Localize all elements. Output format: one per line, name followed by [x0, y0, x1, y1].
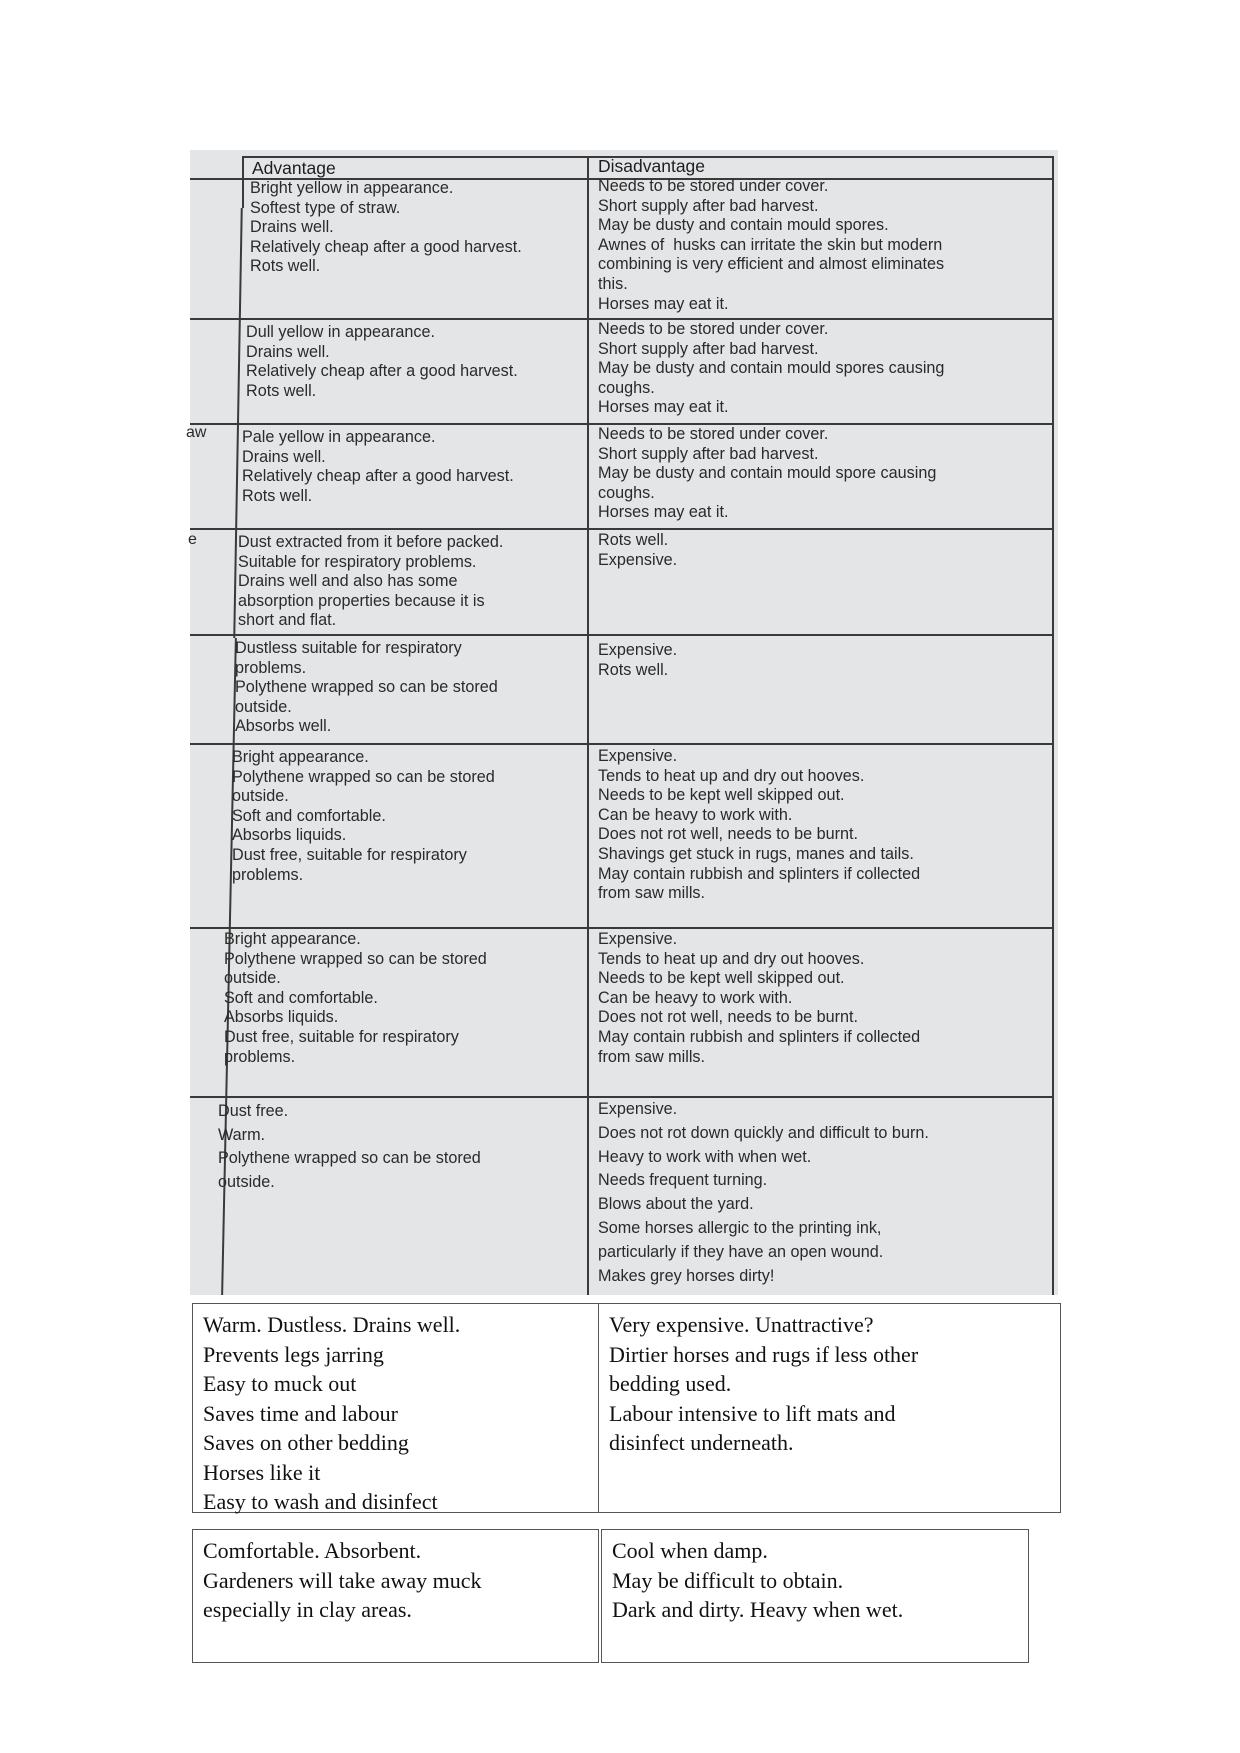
advantage-cell: Dustless suitable for respiratory problems. Polythene wrapped so can be stored outside. Absorbs well.	[235, 639, 498, 736]
advantage-cell: Bright yellow in appearance. Softest type of straw. Drains well. Relatively cheap after a good harvest. Rots well.	[250, 179, 522, 276]
typed-advantage-cell: Comfortable. Absorbent. Gardeners will take away muck especially in clay areas.	[192, 1529, 599, 1663]
advantage-cell: Pale yellow in appearance. Drains well. Relatively cheap after a good harvest. Rots well.	[242, 428, 514, 505]
disadvantage-cell: Needs to be stored under cover. Short supply after bad harvest. May be dusty and contain mould spore causing coughs. Horses may eat it.	[598, 425, 937, 522]
advantage-cell: Bright appearance. Polythene wrapped so can be stored outside. Soft and comfortable. Absorbs liquids. Dust free, suitable for respiratory problems.	[224, 930, 487, 1066]
advantage-cell: Dull yellow in appearance. Drains well. Relatively cheap after a good harvest. Rots well.	[246, 323, 518, 400]
table-gridline	[190, 528, 1052, 530]
advantage-cell: Dust extracted from it before packed. Suitable for respiratory problems. Drains well and also has some absorption properties because it is short and flat.	[238, 533, 504, 630]
typed-disadvantage-cell: Very expensive. Unattractive? Dirtier horses and rugs if less other bedding used. Labour intensive to lift mats and disinfect underneath.	[598, 1303, 1061, 1513]
row-stub-label: e	[188, 531, 197, 548]
table-gridline	[190, 743, 1052, 745]
row-stub-label: aw	[186, 424, 207, 441]
advantage-cell: Bright appearance. Polythene wrapped so can be stored outside. Soft and comfortable. Absorbs liquids. Dust free, suitable for respiratory problems.	[232, 748, 495, 884]
disadvantage-cell: Needs to be stored under cover. Short supply after bad harvest. May be dusty and contain mould spores causing coughs. Horses may eat it.	[598, 320, 945, 417]
advantage-header: Advantage	[252, 158, 336, 178]
typed-advantage-cell: Warm. Dustless. Drains well. Prevents legs jarring Easy to muck out Saves time and labour Saves on other bedding Horses like it Easy to wash and disinfect	[192, 1303, 599, 1513]
photographed-bedding-table	[186, 150, 1058, 1295]
table-gridline	[190, 927, 1052, 929]
disadvantage-cell: Expensive. Does not rot down quickly and difficult to burn. Heavy to work with when wet. Needs frequent turning. Blows about the yard. Some horses allergic to the printing ink, particularly if they have an open wound. Makes grey horses dirty!	[598, 1100, 929, 1285]
disadvantage-cell: Expensive. Tends to heat up and dry out hooves. Needs to be kept well skipped out. Can be heavy to work with. Does not rot well, needs to be burnt. Shavings get stuck in rugs, manes and tails. May contain rubbish and splinters if collected from saw mills.	[598, 747, 921, 903]
disadvantage-header: Disadvantage	[598, 156, 706, 176]
disadvantage-cell: Needs to be stored under cover. Short supply after bad harvest. May be dusty and contain mould spores. Awnes of husks can irritate the skin but modern combining is very efficient and almost eliminates this. Horses may eat it.	[598, 177, 945, 313]
table-gridline	[242, 156, 244, 208]
table-gridline	[587, 156, 589, 1295]
table-gridline	[190, 634, 1052, 636]
table-gridline	[1052, 156, 1054, 1295]
disadvantage-cell: Expensive. Tends to heat up and dry out hooves. Needs to be kept well skipped out. Can be heavy to work with. Does not rot well, needs to be burnt. May contain rubbish and splinters if collected from saw mills.	[598, 930, 921, 1066]
advantage-cell: Dust free. Warm. Polythene wrapped so can be stored outside.	[218, 1102, 481, 1191]
disadvantage-cell: Expensive. Rots well.	[598, 641, 678, 679]
typed-disadvantage-cell: Cool when damp. May be difficult to obtain. Dark and dirty. Heavy when wet.	[601, 1529, 1029, 1663]
disadvantage-cell: Rots well. Expensive.	[598, 531, 678, 569]
